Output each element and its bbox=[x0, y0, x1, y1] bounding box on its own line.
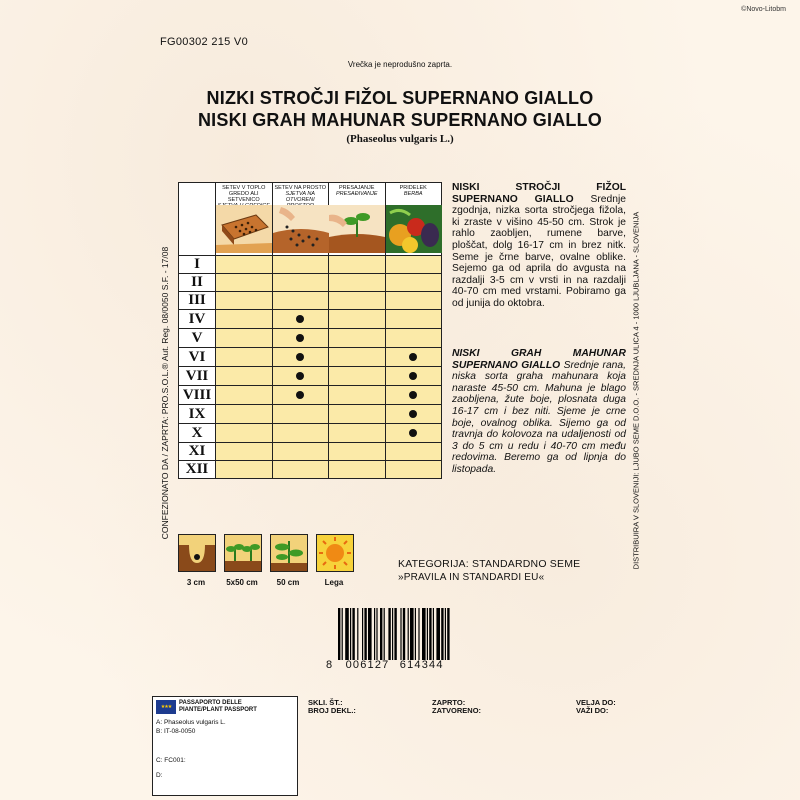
passport-field-d: D: bbox=[156, 772, 163, 779]
column-indoor-sowing: SETEV V TOPLO GREDO ALI SETVENICO bbox=[216, 183, 273, 256]
calendar-cell bbox=[216, 367, 273, 386]
calendar-dot bbox=[409, 353, 417, 361]
description-slovenian bbox=[452, 182, 626, 310]
barcode-first-digit: 8 bbox=[326, 659, 334, 671]
month-label: I bbox=[179, 256, 216, 274]
calendar-cell bbox=[329, 424, 386, 443]
month-label: X bbox=[179, 424, 216, 443]
outdoor-sowing-icon bbox=[273, 205, 329, 253]
barcode-bar bbox=[368, 608, 372, 660]
calendar-dot bbox=[409, 410, 417, 418]
product-code: FG00302 215 V0 bbox=[160, 36, 248, 48]
calendar-cell bbox=[272, 386, 329, 405]
calendar-cell bbox=[272, 461, 329, 479]
calendar-cell bbox=[216, 443, 273, 461]
calendar-cell bbox=[272, 292, 329, 310]
calendar-cell bbox=[385, 256, 442, 274]
barcode-number bbox=[326, 659, 444, 671]
calendar-row bbox=[179, 256, 442, 274]
calendar-dot bbox=[296, 353, 304, 361]
seed-standard: »PRAVILA IN STANDARDI EU« bbox=[398, 572, 545, 583]
barcode-group-2: 614344 bbox=[399, 659, 444, 671]
barcode-bar bbox=[403, 608, 405, 660]
copyright-mark: ©Novo-Litobm bbox=[741, 6, 786, 13]
calendar-cell bbox=[385, 443, 442, 461]
calendar-cell bbox=[216, 405, 273, 424]
calendar-cell bbox=[329, 274, 386, 292]
calendar-cell bbox=[272, 405, 329, 424]
calendar-cell bbox=[272, 424, 329, 443]
plant-spacing-icon bbox=[224, 534, 262, 572]
calendar-table bbox=[178, 182, 442, 479]
calendar-row bbox=[179, 310, 442, 329]
sun-exposure-icon bbox=[316, 534, 354, 572]
month-label: VIII bbox=[179, 386, 216, 405]
sowing-calendar bbox=[178, 182, 442, 498]
side-text-left bbox=[158, 200, 172, 590]
calendar-cell bbox=[329, 367, 386, 386]
calendar-dot bbox=[296, 372, 304, 380]
barcode-bar bbox=[392, 608, 393, 660]
calendar-cell bbox=[385, 348, 442, 367]
month-label: XII bbox=[179, 461, 216, 479]
barcode-bar bbox=[415, 608, 416, 660]
month-label: IX bbox=[179, 405, 216, 424]
calendar-dot bbox=[296, 315, 304, 323]
passport-field-b: B: IT-08-0050 bbox=[156, 728, 196, 735]
calendar-row bbox=[179, 424, 442, 443]
month-header-cell bbox=[179, 183, 216, 256]
barcode-bar bbox=[410, 608, 414, 660]
barcode-bar bbox=[384, 608, 385, 660]
distributor-info: DISTRIBUIRA V SLOVENIJI: LJUBO SEME D.O.O. - SREDNJA ULICA 4 - 1000 LJUBLJANA - SLOVENIJA bbox=[631, 211, 641, 570]
barcode-bar bbox=[408, 608, 409, 660]
calendar-cell bbox=[272, 348, 329, 367]
month-label: V bbox=[179, 329, 216, 348]
calendar-cell bbox=[329, 329, 386, 348]
description-slovenian-title: NISKI STROČJI FIŽOL SUPERNANO GIALLO bbox=[452, 182, 626, 205]
column-harvest: PRIDELEK BERBA bbox=[385, 183, 442, 256]
sowing-depth-label: 3 cm bbox=[186, 578, 206, 587]
calendar-cell bbox=[385, 367, 442, 386]
barcode-bar bbox=[338, 608, 340, 660]
barcode-bar bbox=[441, 608, 443, 660]
calendar-cell bbox=[216, 292, 273, 310]
calendar-cell bbox=[329, 256, 386, 274]
month-label: II bbox=[179, 274, 216, 292]
barcode-bar bbox=[388, 608, 390, 660]
column-transplanting: PRESAJANJE PRESAĐIVANJE bbox=[329, 183, 386, 256]
column-outdoor-sowing: SETEV NA PROSTO SJETVA NA OTVORENI bbox=[272, 183, 329, 256]
calendar-cell bbox=[329, 348, 386, 367]
calendar-cell bbox=[329, 310, 386, 329]
plant-spacing-label: 5x50 cm bbox=[226, 578, 258, 587]
calendar-cell bbox=[216, 256, 273, 274]
calendar-row bbox=[179, 329, 442, 348]
calendar-cell bbox=[272, 443, 329, 461]
calendar-cell bbox=[216, 274, 273, 292]
description-croatian-title: NISKI GRAH MAHUNAR SUPERNANO GIALLO bbox=[452, 348, 626, 371]
calendar-cell bbox=[385, 329, 442, 348]
month-label: VII bbox=[179, 367, 216, 386]
title-croatian: NISKI GRAH MAHUNAR SUPERNANO GIALLO bbox=[197, 110, 602, 130]
barcode-bar bbox=[427, 608, 428, 660]
barcode-bar bbox=[357, 608, 358, 660]
calendar-dot bbox=[296, 391, 304, 399]
calendar-row bbox=[179, 386, 442, 405]
calendar-cell bbox=[216, 424, 273, 443]
barcode-bar bbox=[447, 608, 449, 660]
sun-exposure-label: Lega bbox=[324, 578, 344, 587]
calendar-row bbox=[179, 348, 442, 367]
calendar-cell bbox=[216, 461, 273, 479]
month-label: III bbox=[179, 292, 216, 310]
description-croatian bbox=[452, 348, 626, 476]
calendar-dot bbox=[296, 334, 304, 342]
barcode-bar bbox=[380, 608, 382, 660]
declaration-number: SKLI. ŠT.: BROJ DEKL.: bbox=[308, 698, 356, 715]
plant-height-icon bbox=[270, 534, 308, 572]
plant-height-label: 50 cm bbox=[276, 578, 300, 587]
calendar-cell bbox=[385, 292, 442, 310]
barcode-bar bbox=[345, 608, 349, 660]
barcode-bar bbox=[445, 608, 446, 660]
barcode-bar bbox=[374, 608, 375, 660]
month-label: VI bbox=[179, 348, 216, 367]
calendar-body bbox=[179, 256, 442, 479]
calendar-row bbox=[179, 292, 442, 310]
calendar-row bbox=[179, 405, 442, 424]
calendar-cell bbox=[216, 329, 273, 348]
sowing-depth-icon bbox=[178, 534, 216, 572]
eu-stars-icon: ★★★ bbox=[160, 704, 172, 710]
calendar-cell bbox=[272, 256, 329, 274]
barcode-bar bbox=[433, 608, 434, 660]
valid-until: VELJA DO: VAŽI DO: bbox=[576, 698, 616, 715]
calendar-dot bbox=[409, 391, 417, 399]
calendar-row bbox=[179, 461, 442, 479]
seed-tray-icon bbox=[216, 205, 272, 253]
barcode-bar bbox=[342, 608, 343, 660]
barcode-bar bbox=[422, 608, 426, 660]
harvest-vegetables-icon bbox=[386, 205, 442, 253]
calendar-cell bbox=[385, 310, 442, 329]
month-label: XI bbox=[179, 443, 216, 461]
side-text-right bbox=[630, 200, 642, 585]
calendar-cell bbox=[385, 386, 442, 405]
barcode-bar bbox=[364, 608, 366, 660]
barcode-bar bbox=[394, 608, 396, 660]
sealed-date: ZAPRTO: ZATVORENO: bbox=[432, 698, 482, 715]
calendar-cell bbox=[272, 310, 329, 329]
seed-category: KATEGORIJA: STANDARDNO SEME bbox=[398, 558, 581, 570]
calendar-cell bbox=[329, 386, 386, 405]
title-slovenian: NIZKI STROČJI FIŽOL SUPERNANO GIALLO bbox=[206, 88, 594, 108]
barcode-bar bbox=[400, 608, 401, 660]
calendar-cell bbox=[272, 367, 329, 386]
barcode-bar bbox=[350, 608, 351, 660]
calendar-cell bbox=[329, 443, 386, 461]
barcode-bar bbox=[436, 608, 440, 660]
passport-title: PASSAPORTO DELLE PIANTE/PLANT PASSPORT bbox=[179, 700, 257, 713]
barcode-group-1: 006127 bbox=[345, 659, 390, 671]
barcode-bar bbox=[418, 608, 419, 660]
plant-passport bbox=[152, 696, 298, 796]
barcode-bar bbox=[376, 608, 377, 660]
calendar-cell bbox=[329, 292, 386, 310]
description-croatian-text: Srednje rana, niska sorta graha mahunara koja naraste 45-50 cm. Mahuna je blago zaobljena, žute boje, plosnata duga 16-17 cm i bez niti. Sjeme je crne boje, ovalnog oblika. Sijemo ga od travnja do kolovoza na udaljenosti od 3 do 5 cm u redu i 40-70 cm među redovima. Beremo ga od lipnja do listopada. bbox=[452, 359, 626, 475]
calendar-cell bbox=[385, 424, 442, 443]
month-label: IV bbox=[179, 310, 216, 329]
calendar-cell bbox=[216, 386, 273, 405]
calendar-cell bbox=[385, 405, 442, 424]
calendar-row bbox=[179, 443, 442, 461]
latin-name: (Phaseolus vulgaris L.) bbox=[346, 133, 454, 145]
barcode-bar bbox=[352, 608, 354, 660]
transplanting-icon bbox=[329, 205, 385, 253]
packer-info: CONFEZIONATO DA / ZAPRTA: PRO.S.O.L.® Aut. Reg. 08/0050 S.F. - 17/08 bbox=[160, 246, 170, 540]
calendar-row bbox=[179, 274, 442, 292]
cultivation-icons bbox=[176, 534, 356, 594]
barcode-bar bbox=[429, 608, 431, 660]
passport-field-c: C: FC001: bbox=[156, 757, 186, 764]
description-slovenian-text: Srednje zgodnja, nizka sorta stročjega fižola, ki zraste v višino 45-50 cm. Strok je rahlo zaobljen, rumene barve, ploščat, dolg 16-17 cm in brez nitk. Seme je črne barve, ovalne oblike. Sejemo ga od aprila do avgusta na razdalji 3-5 cm v vrsti in na razdalji 40-70 cm med vrstami. Pobiramo ga od junija do oktobra. bbox=[452, 193, 626, 309]
sealed-note: Vrečka je neprodušno zaprta. bbox=[347, 60, 453, 69]
calendar-cell bbox=[385, 461, 442, 479]
passport-field-a: A: Phaseolus vulgaris L. bbox=[156, 719, 226, 726]
calendar-cell bbox=[385, 274, 442, 292]
calendar-dot bbox=[409, 429, 417, 437]
calendar-cell bbox=[272, 329, 329, 348]
calendar-row bbox=[179, 367, 442, 386]
calendar-dot bbox=[409, 372, 417, 380]
calendar-cell bbox=[329, 405, 386, 424]
barcode-bar bbox=[362, 608, 363, 660]
calendar-cell bbox=[216, 348, 273, 367]
calendar-cell bbox=[329, 461, 386, 479]
calendar-cell bbox=[216, 310, 273, 329]
calendar-cell bbox=[272, 274, 329, 292]
